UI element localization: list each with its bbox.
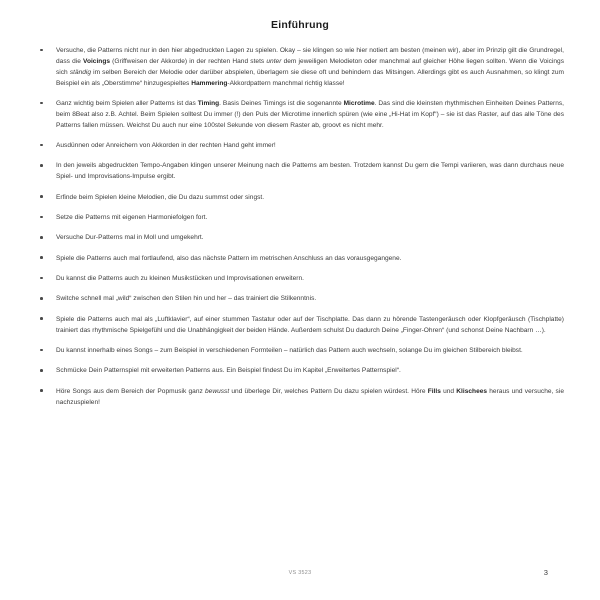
- text-run: Du kannst die Patterns auch zu kleinen Musikstücken und Improvisationen erweitern.: [56, 275, 305, 283]
- bullet-list: [36, 46, 564, 418]
- bullet-point-icon: [40, 389, 43, 392]
- footer-page-number: 3: [543, 568, 548, 577]
- text-run: Versuche, die Patterns nicht nur in den hier abgedruckten Lagen zu spielen. Okay – sie klingen so wie hier notiert am besten (meinen wir), aber im Prinzip gilt die Grundregel, dass die: [56, 47, 564, 65]
- text-run: (Griffweisen der Akkorde) in der rechten Hand stets: [110, 57, 267, 65]
- bullet-text: [56, 161, 564, 183]
- emphasis-term: Microtime: [343, 99, 375, 107]
- bullet-text: [56, 315, 564, 337]
- text-run: Setze die Patterns mit eigenen Harmoniefolgen fort.: [56, 213, 208, 221]
- text-run: Ausdünnen oder Anreichern von Akkorden in der rechten Hand geht immer!: [56, 142, 276, 150]
- bullet-songs-formteile: [36, 346, 564, 357]
- emphasis-term: Timing: [197, 99, 220, 107]
- emphasis-term: Klischees: [456, 387, 488, 395]
- text-run: im selben Bereich der Melodie oder darüber abspielen, überlagern sie diese oft und behindern das Mitsingen. Allerdings gibt es auch Ausnahmen, so klingt zum Beispiel ein als „Oberstimme“ hinzugespieltes: [56, 68, 565, 87]
- emphasis-term: Voicings: [83, 57, 111, 65]
- text-run: Ganz wichtig beim Spielen aller Patterns ist das: [56, 99, 198, 107]
- bullet-text: [56, 46, 564, 89]
- bullet-melodien: [36, 193, 564, 204]
- bullet-schmuecke: [36, 366, 564, 377]
- bullet-musikstuecke: [36, 274, 564, 285]
- bullet-text: [56, 141, 564, 152]
- bullet-voicings: [36, 46, 564, 89]
- text-run: -Akkordpattern manchmal richtig klasse!: [227, 79, 345, 87]
- text-run: Höre Songs aus dem Bereich der Popmusik ganz: [56, 387, 205, 395]
- bullet-point-icon: [40, 195, 43, 198]
- bullet-point-icon: [40, 236, 43, 239]
- bullet-point-icon: [40, 216, 43, 219]
- bullet-fortlaufend: [36, 254, 564, 265]
- text-run: heraus und versuche, sie nachzuspielen!: [56, 387, 564, 406]
- text-run: Spiele die Patterns auch mal als „Luftklavier“, auf einer stummen Tastatur oder auf der Tischplatte. Das dann zu hörende Tastengeräusch oder Klopfgeräusch (Tischplatte) trainiert das rhythmische Spielgefühl und die Unabhängigkeit der beiden Hände. Außerdem schulst Du dadurch Deine „Finger-Ohren“ (und schonst Deine Nachbarn …).: [56, 315, 564, 334]
- italic-term: ständig: [69, 68, 92, 76]
- bullet-point-icon: [40, 49, 43, 52]
- emphasis-term: Fills: [427, 387, 441, 395]
- text-run: Versuche Dur-Patterns mal in Moll und umgekehrt.: [56, 234, 204, 242]
- text-run: . Basis Deines Timings ist die sogenannte: [219, 99, 344, 107]
- italic-term: unter: [266, 57, 282, 65]
- page-title: Einführung: [271, 19, 329, 31]
- bullet-text: [56, 346, 564, 357]
- italic-term: bewusst: [205, 387, 230, 395]
- bullet-harmoniefolgen: [36, 213, 564, 224]
- footer-code: VS 3523: [288, 570, 312, 576]
- bullet-timing: [36, 99, 564, 132]
- page-footer: [0, 570, 600, 586]
- bullet-text: [56, 213, 564, 224]
- bullet-point-icon: [40, 256, 43, 259]
- text-run: und: [440, 387, 457, 395]
- bullet-text: [56, 274, 564, 285]
- bullet-text: [56, 99, 564, 132]
- bullet-text: [56, 193, 564, 204]
- bullet-text: [56, 294, 564, 305]
- bullet-point-icon: [40, 277, 43, 280]
- text-run: Schmücke Dein Patternspiel mit erweiterten Patterns aus. Ein Beispiel findest Du im Kapitel „Erweitertes Patternspiel“.: [56, 367, 401, 375]
- bullet-point-icon: [40, 164, 43, 167]
- bullet-dur-moll: [36, 233, 564, 244]
- bullet-switche: [36, 294, 564, 305]
- text-run: Erfinde beim Spielen kleine Melodien, die Du dazu summst oder singst.: [56, 193, 265, 201]
- text-run: Du kannst innerhalb eines Songs – zum Beispiel in verschiedenen Formteilen – natürlich das Pattern auch wechseln, solange Du im gleichen Stilbereich bleibst.: [56, 346, 523, 354]
- bullet-point-icon: [40, 369, 43, 372]
- bullet-text: [56, 387, 564, 409]
- bullet-luftklavier: [36, 315, 564, 337]
- bullet-ausduennen: [36, 141, 564, 152]
- bullet-text: [56, 233, 564, 244]
- bullet-point-icon: [40, 297, 43, 300]
- bullet-text: [56, 254, 564, 265]
- text-run: dem jeweiligen Melodieton oder manchmal auf gleicher Höhe liegen sollten. Wenn die Voicings sich: [56, 57, 565, 76]
- emphasis-term: Hammering: [191, 79, 228, 87]
- bullet-point-icon: [40, 349, 43, 352]
- text-run: Spiele die Patterns auch mal fortlaufend, also das nächste Pattern im metrischen Anschluss an das vorausgegangene.: [56, 254, 402, 262]
- text-run: Switche schnell mal „wild“ zwischen den Stilen hin und her – das trainiert die Stilkenntnis.: [56, 295, 317, 303]
- bullet-tempo: [36, 161, 564, 183]
- bullet-text: [56, 366, 564, 377]
- text-run: In den jeweils abgedruckten Tempo-Angaben klingen unserer Meinung nach die Patterns am besten. Trotzdem kannst Du gern die Tempi variieren, was dann durchaus neue Spiel- und Improvisations-Impulse ergibt.: [56, 162, 564, 181]
- text-run: und überlege Dir, welches Pattern Du dazu spielen würdest. Höre: [229, 387, 428, 395]
- bullet-point-icon: [40, 317, 43, 320]
- bullet-popmusik: [36, 387, 564, 409]
- text-run: . Das sind die kleinsten rhythmischen Einheiten Deines Patterns, beim 8Beat also z.B. Achtel. Beim Spielen solltest Du immer (!) den Puls der Microtime innerlich spüren (wie eine „Hi-Hat im Kopf“) – sie ist das Raster, auf das alle Töne des Patterns fallen müssen. Weichst Du auch nur eine 100stel Sekunde von diesem Raster ab, groovt es nicht mehr.: [56, 99, 564, 129]
- bullet-point-icon: [40, 144, 43, 147]
- bullet-point-icon: [40, 102, 43, 105]
